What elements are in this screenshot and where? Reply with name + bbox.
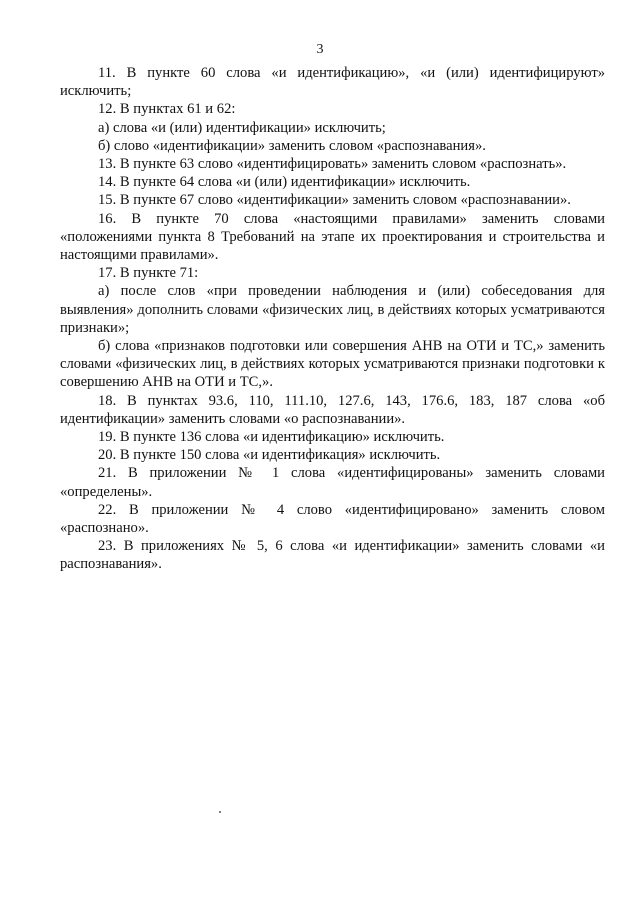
scan-speck bbox=[219, 811, 221, 813]
paragraph-11: 11. В пункте 60 слова «и идентификацию», «и (или) идентифицируют» исключить; bbox=[60, 65, 605, 100]
paragraph-13: 13. В пункте 63 слово «идентифицировать» заменить словом «распознать». bbox=[98, 156, 567, 173]
paragraph-12: 12. В пунктах 61 и 62: bbox=[98, 101, 236, 118]
paragraph-17a: а) после слов «при проведении наблюдения и (или) собеседования для выявления» дополнить словами «физических лиц, в действиях которых усматриваются признаки»; bbox=[60, 283, 605, 336]
document-body bbox=[60, 64, 605, 574]
paragraph-17b: б) слова «признаков подготовки или совершения АНВ на ОТИ и ТС,» заменить словами «физических лиц, в действиях которых усматриваются признаки подготовки к совершению АНВ на ОТИ и ТС,». bbox=[60, 338, 605, 391]
paragraph-17: 17. В пункте 71: bbox=[98, 265, 199, 282]
paragraph-19: 19. В пункте 136 слова «и идентификацию» исключить. bbox=[98, 429, 445, 446]
paragraph-23: 23. В приложениях № 5, 6 слова «и идентификации» заменить словами «и распознавания». bbox=[60, 538, 605, 573]
page-number: 3 bbox=[316, 42, 324, 57]
paragraph-15: 15. В пункте 67 слово «идентификации» заменить словом «распознавании». bbox=[98, 192, 571, 209]
paragraph-16: 16. В пункте 70 слова «настоящими правилами» заменить словами «положениями пункта 8 Требований на этапе их проектирования и строительства и настоящими правилами». bbox=[60, 210, 605, 264]
paragraph-18: 18. В пунктах 93.6, 110, 111.10, 127.6, 143, 176.6, 183, 187 слова «об идентификации» заменить словами «о распознавании». bbox=[60, 392, 605, 427]
paragraph-21: 21. В приложении № 1 слова «идентифицированы» заменить словами «определены». bbox=[60, 465, 605, 500]
paragraph-22: 22. В приложении № 4 слово «идентифицировано» заменить словом «распознано». bbox=[60, 501, 605, 537]
paragraph-12b: б) слово «идентификации» заменить словом «распознавания». bbox=[98, 137, 486, 154]
paragraph-20: 20. В пункте 150 слова «и идентификация» исключить. bbox=[98, 447, 441, 464]
paragraph-12a: а) слова «и (или) идентификации» исключить; bbox=[98, 119, 386, 136]
paragraph-14: 14. В пункте 64 слова «и (или) идентификации» исключить. bbox=[98, 174, 471, 191]
